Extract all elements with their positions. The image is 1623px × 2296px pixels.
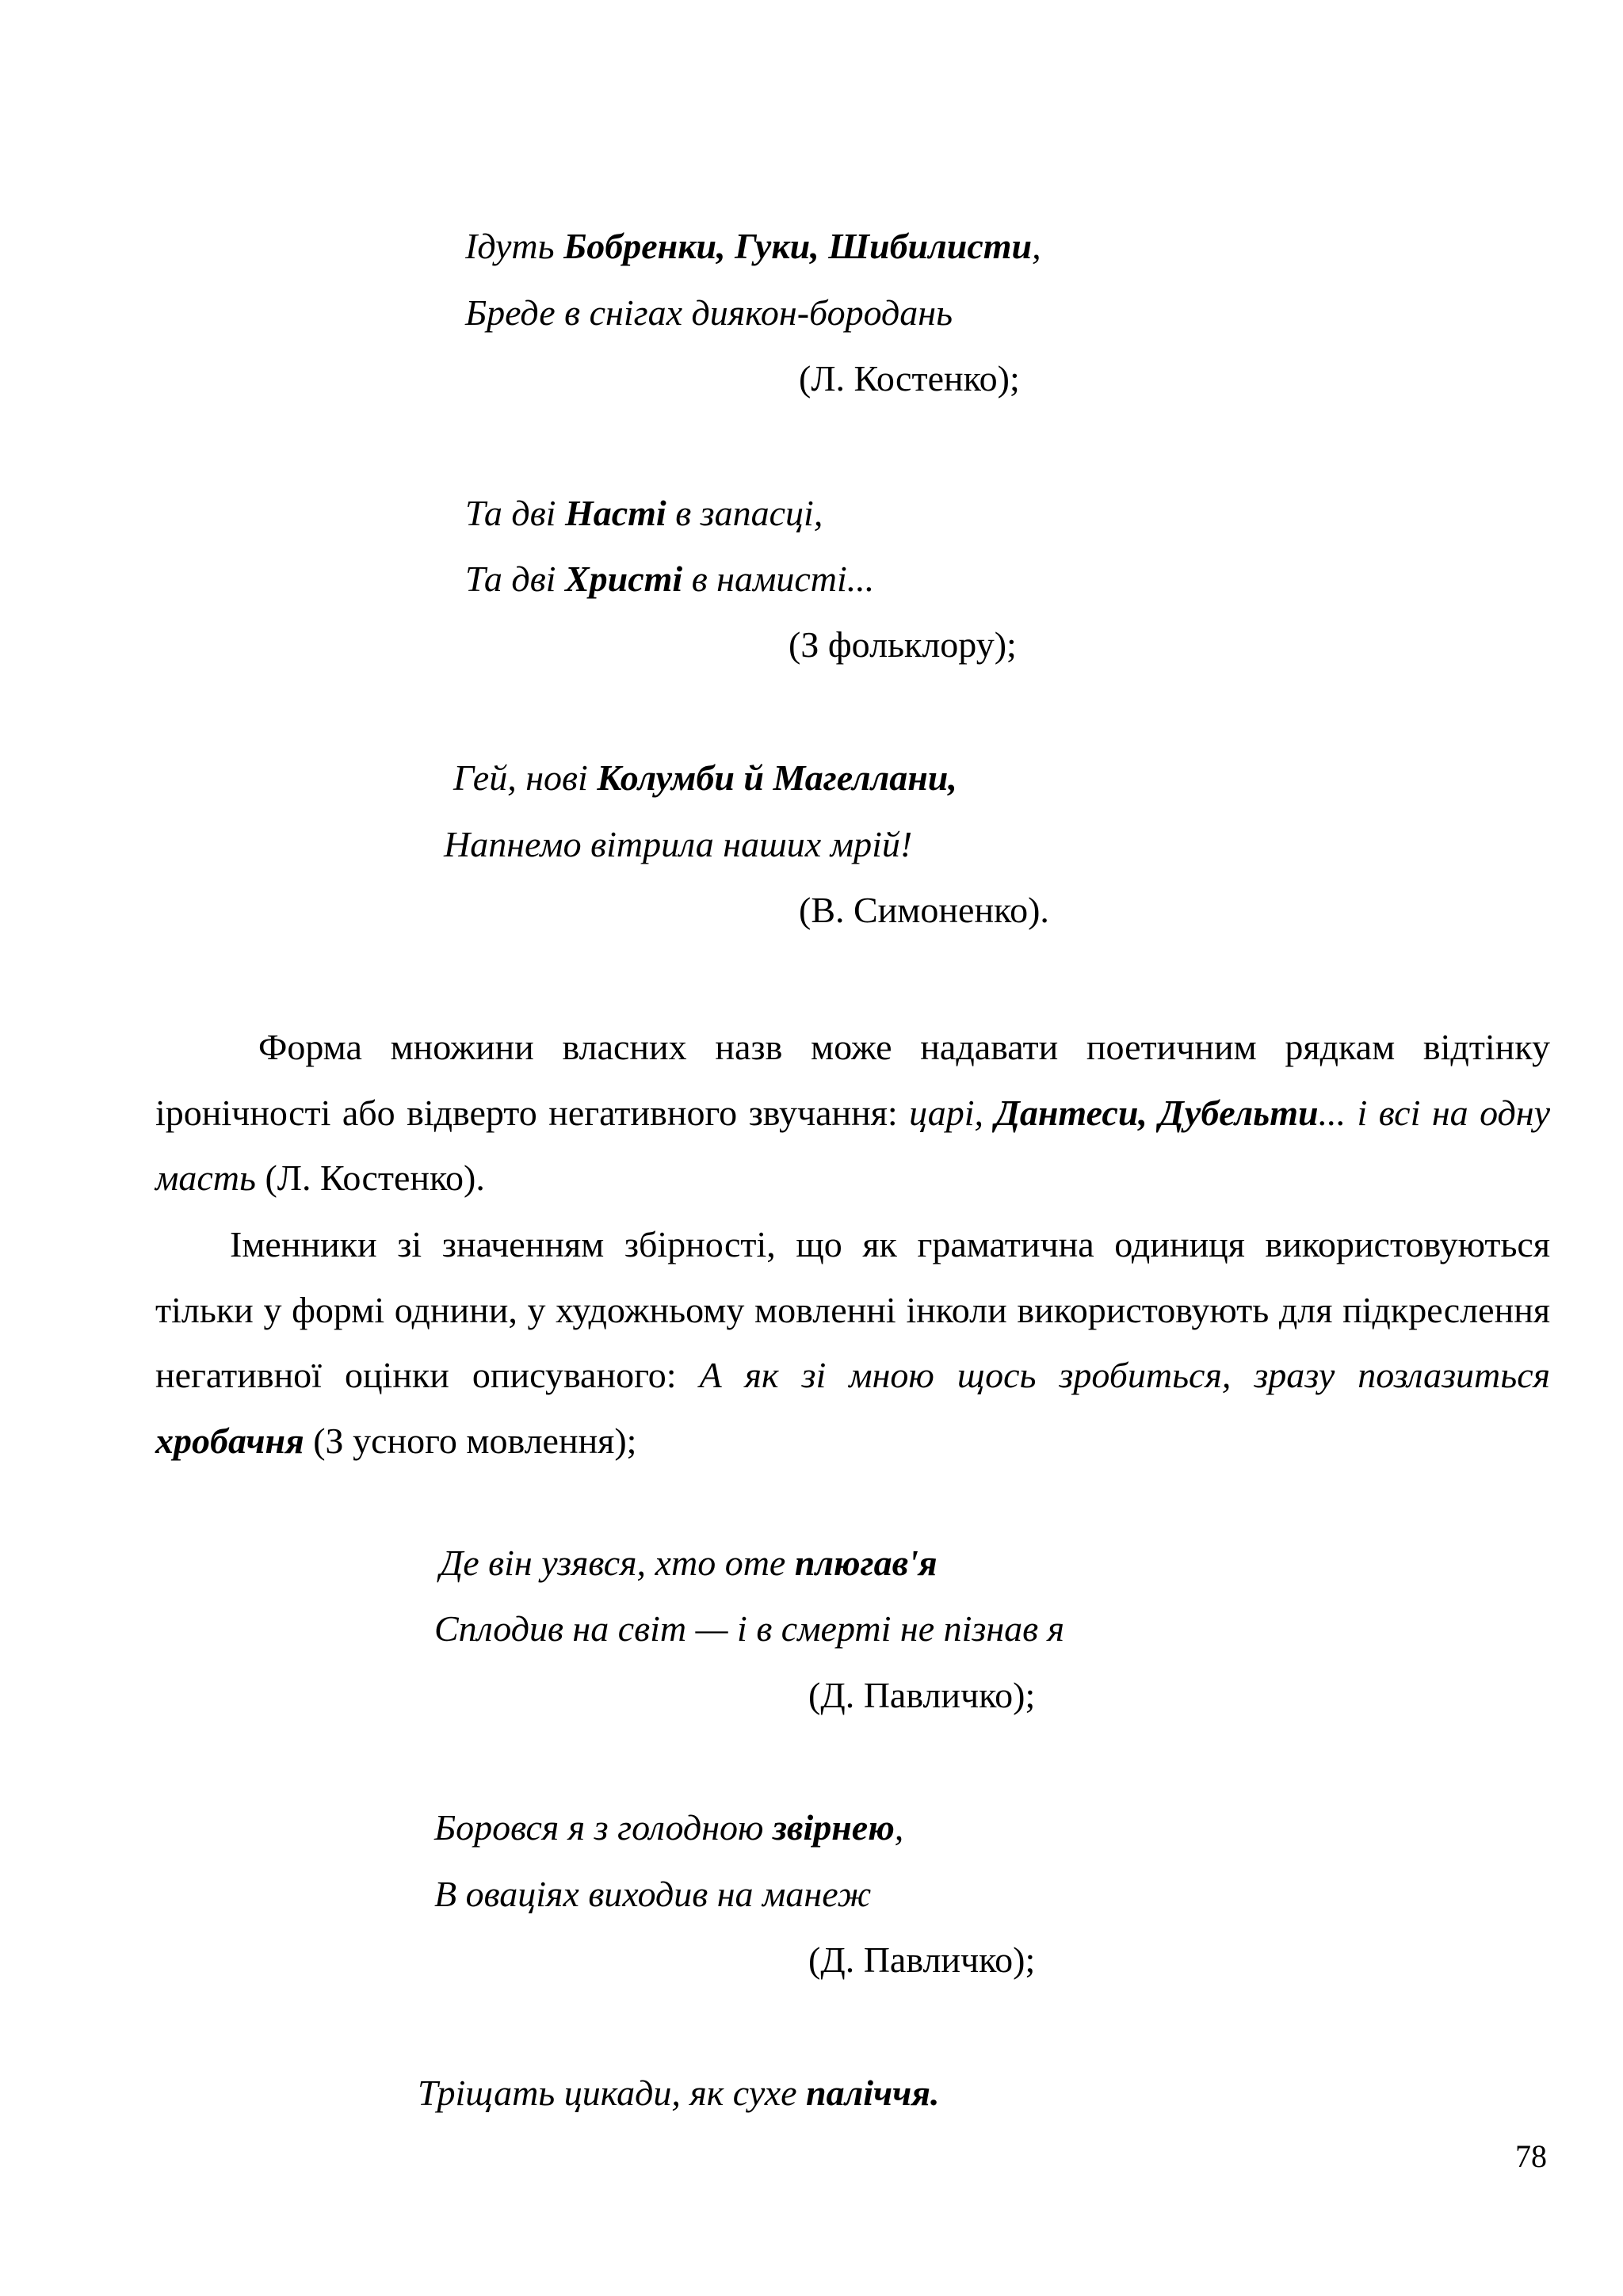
poem-1-line-2: Бреде в снігах диякон-бородань xyxy=(465,292,953,333)
poem-4-line-1: Де він узявся, хто оте плюгав'я xyxy=(440,1543,938,1583)
poem-5-line-1: Боровся я з голодною звірнею, xyxy=(434,1807,904,1848)
poem-3-line-2: Напнемо вітрила наших мрій! xyxy=(444,824,913,864)
poem-1-source: (Л. Костенко); xyxy=(799,358,1020,399)
paragraph-2: Іменники зі значенням збірності, що як граматична одиниця використовуються тільки у формі однини, у художньому мовленні інколи використовують для підкреслення негативної оцінки описуваного: А як зі мною щось зробиться, зразу позлазиться хробачня (З усного мовлення); xyxy=(155,1224,1551,1461)
poem-5-source: (Д. Павличко); xyxy=(808,1939,1036,1980)
poem-2-line-2: Та дві Христі в намисті... xyxy=(465,559,875,599)
poem-1-line-1: Ідуть Бобренки, Гуки, Шибилисти, xyxy=(465,226,1041,266)
paragraph-1: Форма множини власних назв може надавати поетичним рядкам відтінку іронічності або відверто негативного звучання: царі, Дантеси, Дубельти... і всі на одну масть (Л. Костенко). xyxy=(155,1027,1551,1198)
page-number: 78 xyxy=(1515,2138,1547,2174)
poem-2-source: (З фольклору); xyxy=(789,624,1017,665)
poem-4-source: (Д. Павличко); xyxy=(808,1675,1036,1715)
poem-5-line-2: В оваціях виходив на манеж xyxy=(434,1874,872,1914)
poem-3-line-1: Гей, нові Колумби й Магеллани, xyxy=(453,757,957,798)
poem-6-line-1: Тріщать цикади, як сухе паліччя. xyxy=(418,2073,940,2113)
poem-3-source: (В. Симоненко). xyxy=(799,890,1049,930)
poem-2-line-1: Та дві Насті в запасці, xyxy=(465,493,823,533)
poem-4-line-2: Сплодив на світ — і в смерті не пізнав я xyxy=(434,1608,1065,1649)
